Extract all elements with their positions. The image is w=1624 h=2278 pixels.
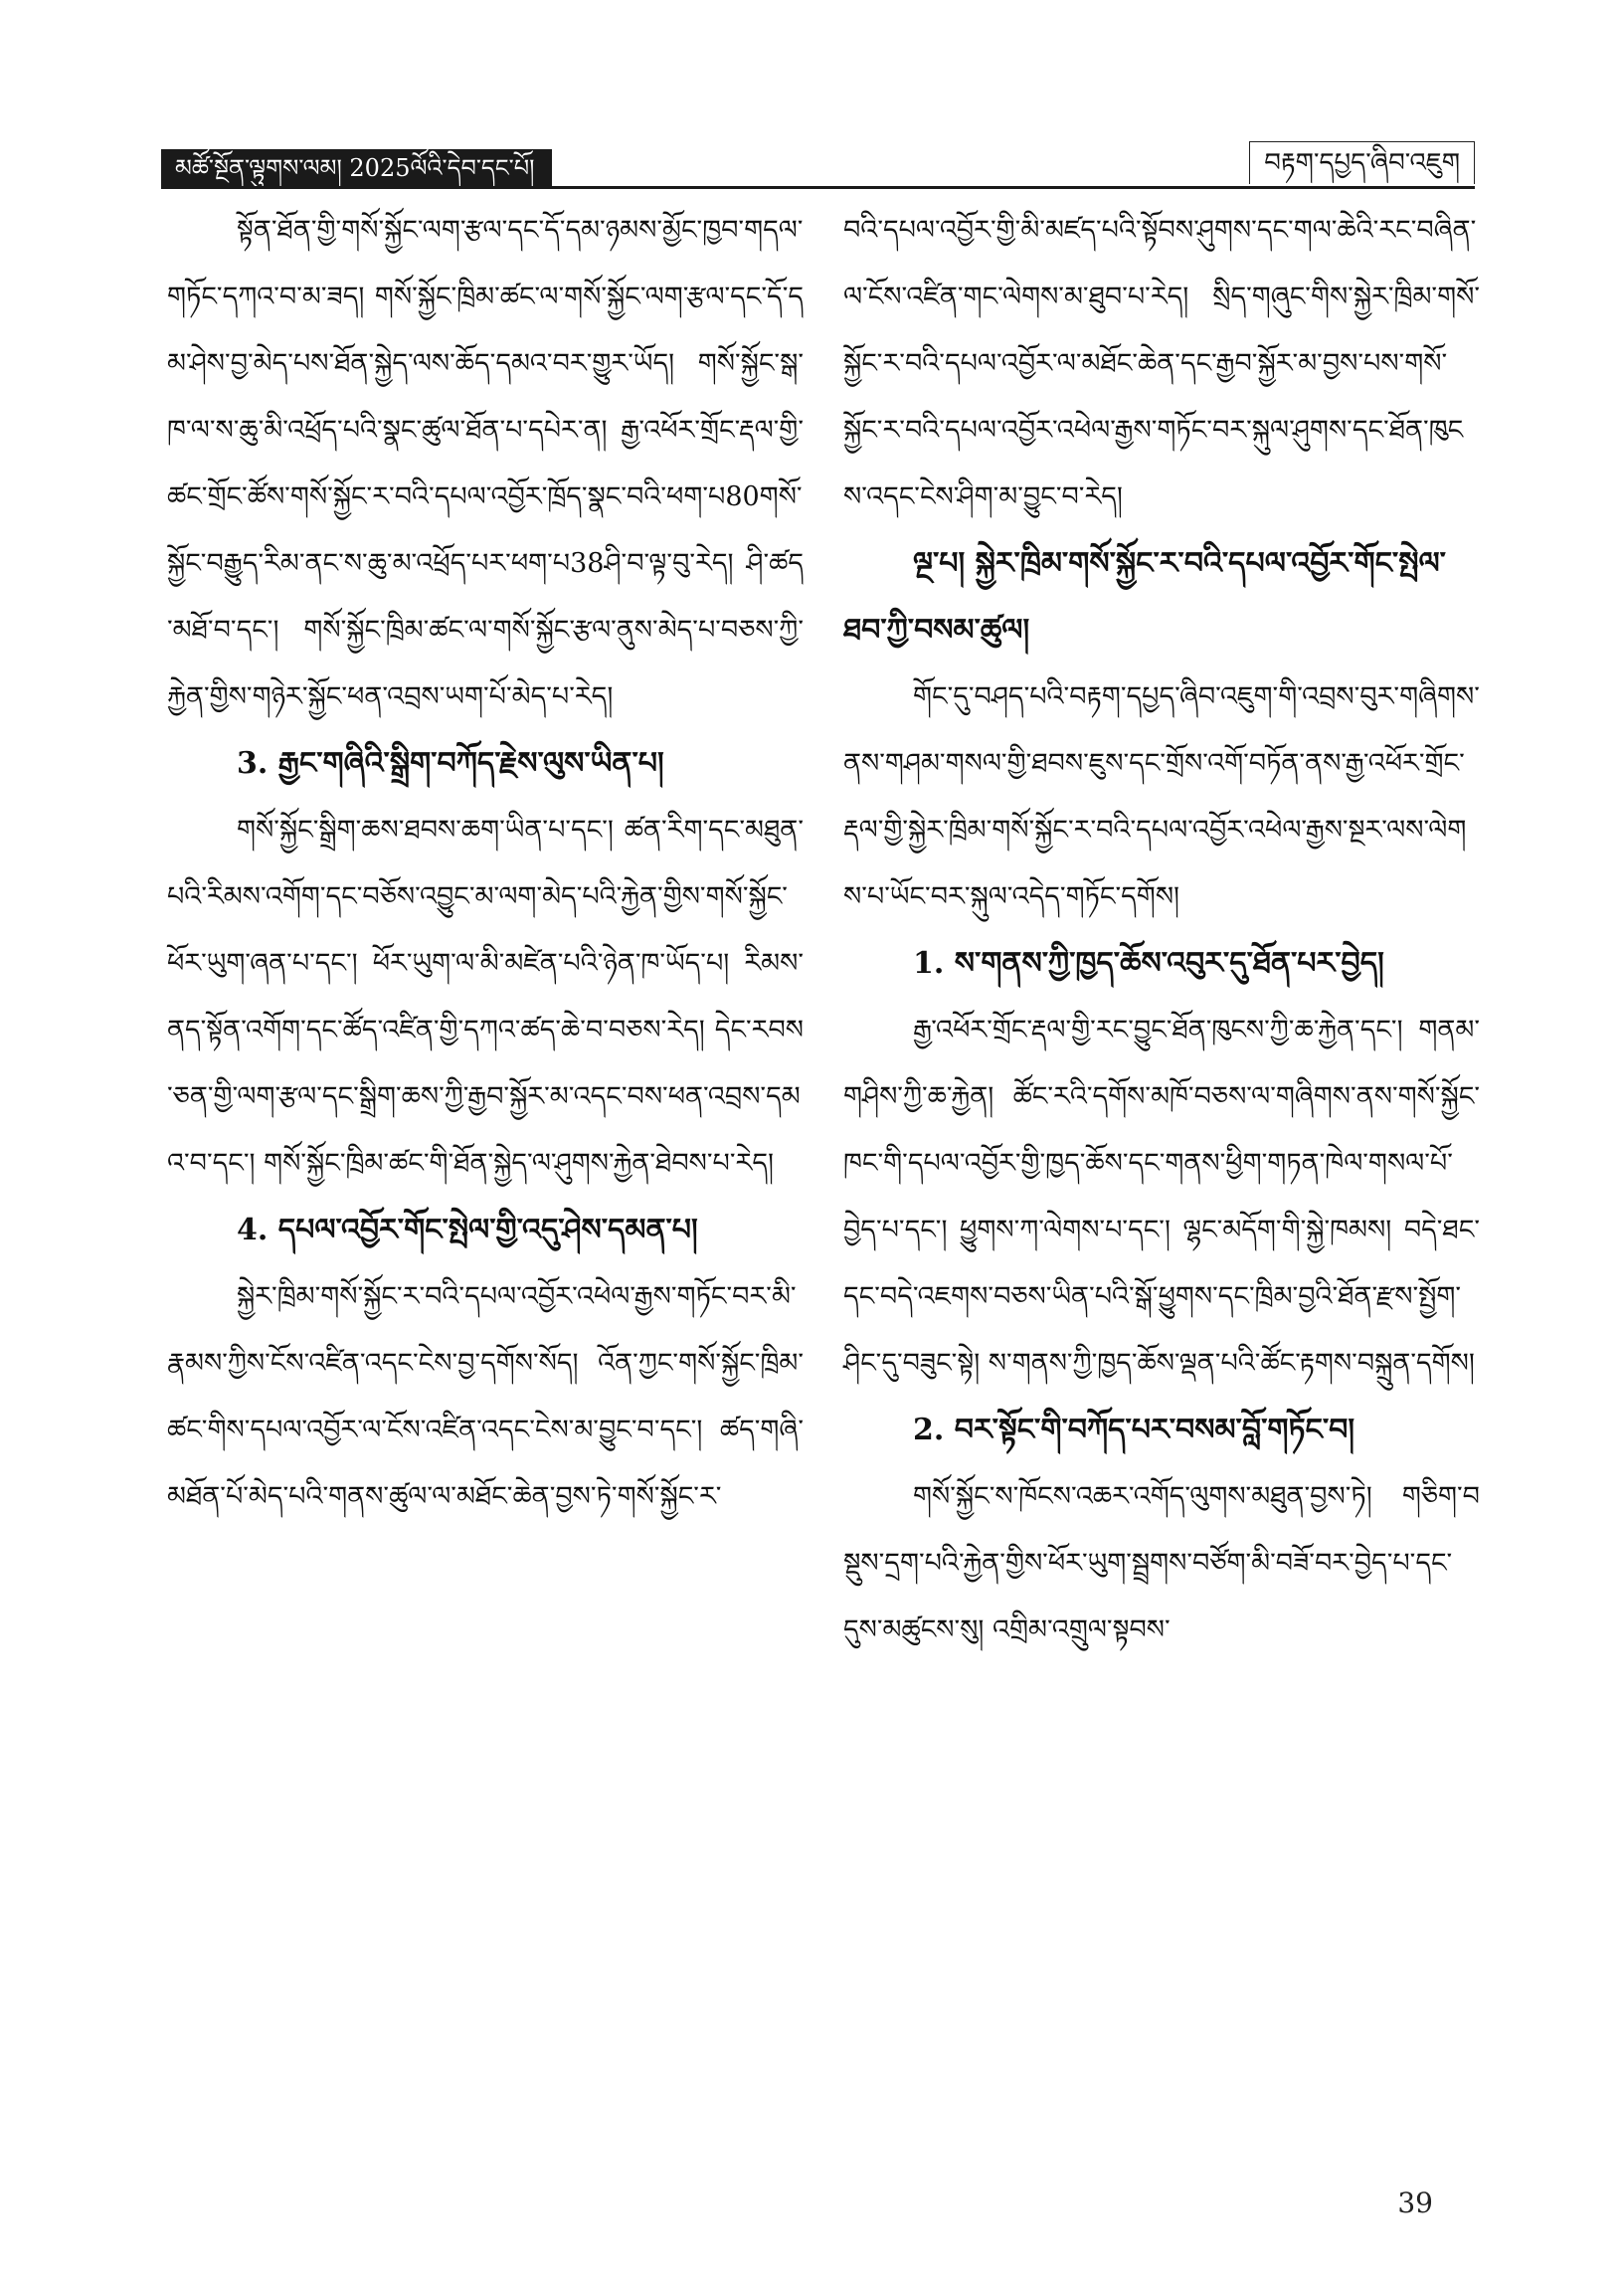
section-title-header: བརྟག་དཔྱད་ཞིབ་འཇུག [1249,141,1475,184]
chapter-heading: ལྔ་པ། སྐྱེར་ཁྲིམ་གསོ་སྐྱོང་ར་བའི་དཔལ་འབྱོར་གོང་སྤེལ་ཐབ་ཀྱི་བསམ་ཚུལ། [843,546,1446,648]
paragraph: སྟོན་ཐོན་གྱི་གསོ་སྐྱོང་ལག་རྩལ་དང་དོ་དམ་ཉམས་མྱོང་ཁྱབ་གདལ་གཏོང་དཀའ་བ་མ་ཟད། གསོ་སྐྱོང་ཁྲིམ་ཚང་ལ་གསོ་སྐྱོང་ལག་རྩལ་དང་དོ་དམ་ཤེས་བྱ་མེད་པས་ཐོན་སྐྱེད་ལས་ཆོད་དམའ་བར་གྱུར་ཡོད། གསོ་སྐྱོང་སྒ་ཁ་ལ་ས་ཆུ་མི་འཕྲོད་པའི་སྣང་ཚུལ་ཐོན་པ་དཔེར་ན། རྒྱ་འཕོར་གྲོང་རྡལ་གྱི་ཚང་གྲོང་ཚོས་གསོ་སྐྱོང་ར་བའི་དཔལ་འབྱོར་ཁྲོད་སྣང་བའི་ཕག་པ80གསོ་སྐྱོང་བརྒྱུད་རིམ་ནང་ས་ཆུ་མ་འཕྲོད་པར་ཕག་པ38ཤི་བ་ལྟ་བུ་རེད། ཤི་ཚད་མཐོ་བ་དང་། གསོ་སྐྱོང་ཁྲིམ་ཚང་ལ་གསོ་སྐྱོང་རྩལ་ནུས་མེད་པ་བཅས་ཀྱི་རྐྱེན་གྱིས་གཉེར་སྐྱོང་ཕན་འབྲས་ཡག་པོ་མེད་པ་རེད། [167,215,804,712]
section-heading: 2. བར་སྟོང་གི་བཀོད་པར་བསམ་བློ་གཏོང་བ། [913,1413,1355,1447]
paragraph: སྐྱེར་ཁྲིམ་གསོ་སྐྱོང་ར་བའི་དཔལ་འབྱོར་འཕེལ་རྒྱས་གཏོང་བར་མི་རྣམས་ཀྱིས་ངོས་འཛིན་འདང་ངེས་བྱ་དགོས་སོད། འོན་ཀྱང་གསོ་སྐྱོང་ཁྲིམ་ཚང་གིས་དཔལ་འབྱོར་ལ་ངོས་འཛིན་འདང་ངེས་མ་བྱུང་བ་དང་། ཚད་གཞི་མཐོན་པོ་མེད་པའི་གནས་ཚུལ་ལ་མཐོང་ཆེན་བྱས་ཏེ་གསོ་སྐྱོང་ར་ [167,1281,804,1512]
journal-issue-header: མཚོ་སྔོན་ལྟུགས་ལམ། 2025ལོའི་དེབ་དང་པོ། [161,149,552,187]
section-heading: 4. དཔལ་འབྱོར་གོང་སྤེལ་གྱི་འདུ་ཤེས་དམན་པ། [237,1213,698,1247]
section-heading: 3. རྒྱང་གཞིའི་སྒྲིག་བཀོད་རྗེས་ལུས་ཡིན་པ། [237,746,664,781]
right-column [843,197,1480,1663]
paragraph: གསོ་སྐྱོང་ས་ཁོངས་འཆར་འགོད་ལུགས་མཐུན་བྱས་ཏེ། གཅིག་བསྡུས་དྲག་པའི་རྐྱེན་གྱིས་ཕོར་ཡུག་སྦྲགས་བཙོག་མི་བཟོ་བར་བྱེད་པ་དང་དུས་མཚུངས་སུ། འགྲིམ་འགྲུལ་སྟབས་ [843,1481,1480,1645]
section-heading: 1. ས་གནས་ཀྱི་ཁྱད་ཆོས་འབུར་དུ་ཐོན་པར་བྱེད། [913,946,1384,981]
page-number: 39 [1397,2186,1433,2219]
header-rule [161,186,1475,189]
paragraph: རྒྱ་འཕོར་གྲོང་རྡལ་གྱི་རང་བྱུང་ཐོན་ཁུངས་ཀྱི་ཆ་རྐྱེན་དང་། གནམ་གཤིས་ཀྱི་ཆ་རྐྱེན། ཚོང་རའི་དགོས་མཁོ་བཅས་ལ་གཞིགས་ནས་གསོ་སྐྱོང་ཁང་གི་དཔལ་འབྱོར་གྱི་ཁྱད་ཆོས་དང་གནས་ཕྱིག་གཏན་ཁེལ་གསལ་པོ་བྱེད་པ་དང་། ཕྱུགས་ཀ་ལེགས་པ་དང་། ལྷང་མདོག་གི་སྐྱེ་ཁམས། བདེ་ཐང་དང་བདེ་འཇགས་བཅས་ཡིན་པའི་སྒོ་ཕྱུགས་དང་ཁྲིམ་བྱའི་ཐོན་རྫས་སྤྱོག་ཤིང་དུ་བཟུང་སྟེ། ས་གནས་ཀྱི་ཁྱད་ཆོས་ལྡན་པའི་ཚོང་རྟགས་བསྐྲུན་དགོས། [843,1015,1480,1379]
paragraph: བའི་དཔལ་འབྱོར་གྱི་མི་མཛད་པའི་སྟོབས་ཤུགས་དང་གལ་ཆེའི་རང་བཞིན་ལ་ངོས་འཛིན་གང་ལེགས་མ་ཐུབ་པ་རེད། སྲིད་གཞུང་གིས་སྐྱེར་ཁྲིམ་གསོ་སྐྱོང་ར་བའི་དཔལ་འབྱོར་ལ་མཐོང་ཆེན་དང་རྒྱབ་སྐྱོར་མ་བྱས་པས་གསོ་སྐྱོང་ར་བའི་དཔལ་འབྱོར་འཕེལ་རྒྱས་གཏོང་བར་སྐུལ་ཤུགས་དང་ཐོན་ཁུངས་འདང་ངེས་ཤིག་མ་བྱུང་བ་རེད། [843,215,1480,512]
paragraph: གསོ་སྐྱོང་སྒྲིག་ཆས་ཐབས་ཆག་ཡིན་པ་དང་། ཚན་རིག་དང་མཐུན་པའི་རིམས་འགོག་དང་བཅོས་འབྱུང་མ་ལག་མེད་པའི་རྐྱེན་གྱིས་གསོ་སྐྱོང་ཕོར་ཡུག་ཞན་པ་དང་། ཕོར་ཡུག་ལ་མི་མཛེན་པའི་ཉེན་ཁ་ཡོད་པ། རིམས་ནད་སྟོན་འགོག་དང་ཚོད་འཛིན་གྱི་དཀའ་ཚད་ཆེ་བ་བཅས་རེད། དེང་རབས་ཅན་གྱི་ལག་རྩལ་དང་སྒྲིག་ཆས་ཀྱི་རྒྱབ་སྐྱོར་མ་འདང་བས་ཕན་འབྲས་དམའ་བ་དང་། གསོ་སྐྱོང་ཁྲིམ་ཚང་གི་ཐོན་སྐྱེད་ལ་ཤུགས་རྐྱེན་ཐེབས་པ་རེད། [167,815,804,1179]
left-column [167,197,804,1530]
paragraph: གོང་དུ་བཤད་པའི་བརྟག་དཔྱད་ཞིབ་འཇུག་གི་འབྲས་བུར་གཞིགས་ནས་གཤམ་གསལ་གྱི་ཐབས་ཇུས་དང་གྲོས་འགོ་བཏོན་ནས་རྒྱ་འཕོར་གྲོང་རྡལ་གྱི་སྐྱེར་ཁྲིམ་གསོ་སྐྱོང་ར་བའི་དཔལ་འབྱོར་འཕེལ་རྒྱས་སྔར་ལས་ལེགས་པ་ཡོང་བར་སྐུལ་འདེད་གཏོང་དགོས། [843,681,1480,912]
